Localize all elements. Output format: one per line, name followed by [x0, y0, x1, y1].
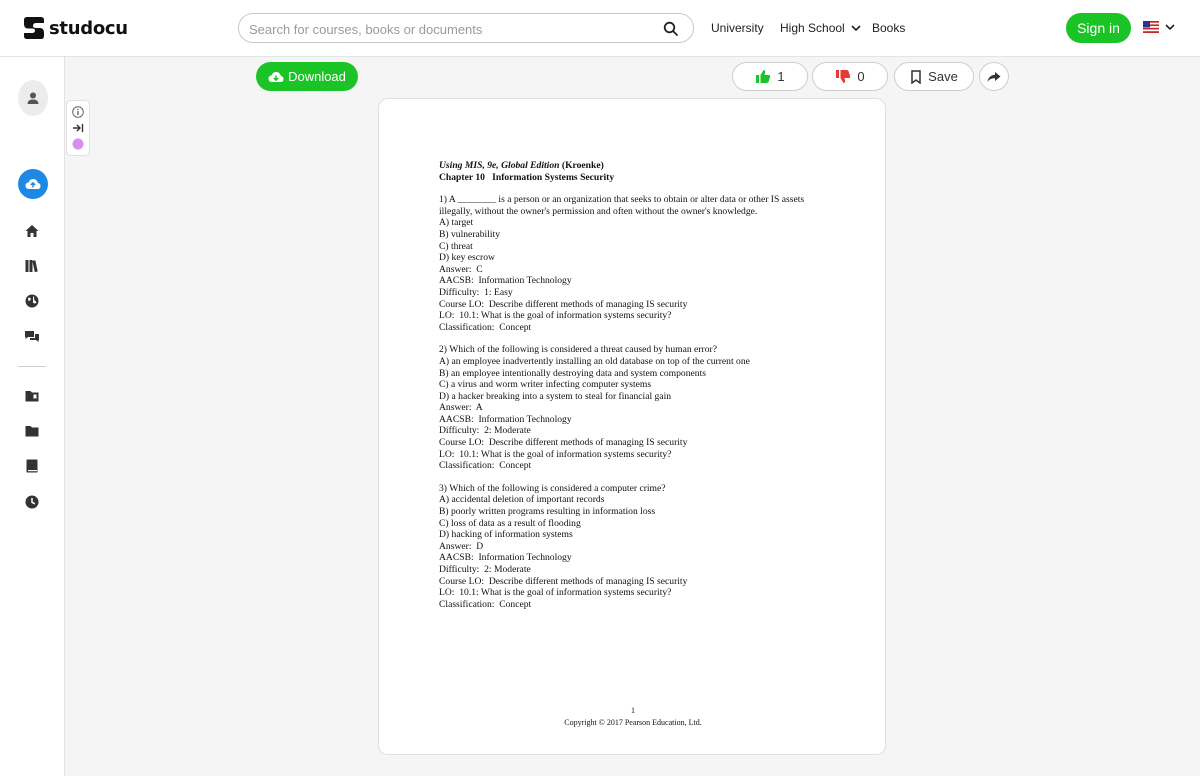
question-line: D) a hacker breaking into a system to steal for financial gain — [439, 390, 672, 402]
dislike-count: 0 — [857, 69, 865, 84]
upload-icon — [25, 178, 41, 190]
share-button[interactable] — [979, 62, 1009, 91]
chevron-down-icon — [851, 24, 861, 32]
nav-books[interactable] — [872, 21, 905, 35]
upload-button[interactable] — [18, 169, 48, 199]
question-line: 3) Which of the following is considered a computer crime? — [439, 482, 666, 494]
user-icon — [26, 91, 40, 105]
question-line: A) an employee inadvertently installing an old database on top of the current one — [439, 355, 750, 367]
question-line: Answer: C — [439, 263, 483, 275]
question-line: B) vulnerability — [439, 228, 501, 240]
question-line: Difficulty: 1: Easy — [439, 286, 513, 298]
document-title-italic: Using MIS, 9e, Global Edition — [439, 160, 560, 171]
thumbs-down-icon — [835, 69, 851, 84]
question-line: A) target — [439, 217, 474, 229]
question-line: D) hacking of information systems — [439, 529, 573, 541]
save-button[interactable] — [894, 62, 974, 91]
question-line: Course LO: Describe different methods of managing IS security — [439, 437, 688, 449]
question-line: AACSB: Information Technology — [439, 552, 572, 564]
question-block — [439, 344, 839, 472]
question-line: B) an employee intentionally destroying data and system components — [439, 367, 706, 379]
expand-panel-icon[interactable] — [72, 122, 84, 134]
question-line: Classification: Concept — [439, 460, 532, 472]
document-side-tools — [66, 100, 90, 156]
sign-in-label: Sign in — [1077, 20, 1120, 36]
thumbs-up-icon — [755, 69, 771, 84]
question-line: C) threat — [439, 240, 473, 252]
nav-university-label: University — [711, 21, 764, 35]
library-icon[interactable] — [24, 258, 40, 274]
question-line: 1) A ________ is a person or an organization that seeks to obtain or alter data or other IS assets — [439, 194, 805, 206]
chevron-down-icon — [1165, 23, 1175, 31]
question-line: LO: 10.1: What is the goal of information systems security? — [439, 310, 672, 322]
question-line: illegally, without the owner's permission and often without the owner's knowledge. — [439, 205, 758, 217]
clock-icon[interactable] — [24, 494, 40, 510]
studocu-logo-icon — [23, 15, 45, 41]
like-count: 1 — [777, 69, 785, 84]
dislike-button[interactable] — [812, 62, 888, 91]
search-input[interactable] — [249, 19, 649, 39]
share-icon — [987, 71, 1001, 83]
ai-assistant-icon[interactable] — [72, 138, 84, 150]
question-line: LO: 10.1: What is the goal of information systems security? — [439, 448, 672, 460]
copyright-notice: Copyright © 2017 Pearson Education, Ltd. — [564, 718, 702, 727]
download-label: Download — [288, 69, 346, 84]
question-line: Difficulty: 2: Moderate — [439, 425, 531, 437]
question-line: D) key escrow — [439, 252, 495, 264]
nav-high-school[interactable] — [780, 21, 861, 35]
folder-icon[interactable] — [24, 423, 40, 439]
search-icon[interactable] — [663, 21, 679, 37]
question-line: B) poorly written programs resulting in information loss — [439, 506, 656, 518]
download-button[interactable] — [256, 62, 358, 91]
avatar[interactable] — [18, 80, 48, 116]
question-line: Difficulty: 2: Moderate — [439, 564, 531, 575]
studocu-logo[interactable] — [23, 15, 128, 41]
left-sidebar — [0, 57, 65, 776]
page-number: 1 — [631, 706, 635, 715]
document-title — [439, 160, 839, 172]
question-line: AACSB: Information Technology — [439, 275, 572, 287]
search-bar[interactable] — [238, 13, 694, 43]
like-button[interactable] — [732, 62, 808, 91]
top-header — [0, 0, 1200, 57]
book-icon[interactable] — [24, 458, 40, 474]
question-line: LO: 10.1: What is the goal of information systems security? — [439, 587, 672, 599]
question-line: A) accidental deletion of important records — [439, 494, 605, 506]
save-label: Save — [928, 69, 958, 84]
question-line: 2) Which of the following is considered a threat caused by human error? — [439, 344, 717, 356]
globe-icon[interactable] — [24, 293, 40, 309]
document-chapter: Chapter 10 Information Systems Security — [439, 171, 615, 183]
question-line: C) loss of data as a result of flooding — [439, 517, 581, 529]
question-line: C) a virus and worm writer infecting computer systems — [439, 379, 652, 391]
question-line: Classification: Concept — [439, 598, 532, 610]
locale-selector[interactable] — [1143, 21, 1175, 33]
nav-high-school-label: High School — [780, 21, 845, 35]
question-line: Classification: Concept — [439, 321, 532, 333]
question-line: Course LO: Describe different methods of managing IS security — [439, 298, 688, 310]
document-content — [439, 160, 839, 610]
document-title-author: (Kroenke) — [559, 160, 604, 171]
chat-icon[interactable] — [24, 328, 40, 344]
home-icon[interactable] — [24, 223, 40, 239]
cloud-download-icon — [268, 71, 284, 83]
nav-university[interactable] — [711, 21, 764, 35]
document-page — [378, 98, 886, 755]
question-line: AACSB: Information Technology — [439, 413, 572, 425]
question-line: Answer: A — [439, 402, 483, 414]
question-line: Answer: D — [439, 540, 484, 552]
question-block — [439, 483, 839, 611]
sidebar-divider — [18, 366, 46, 367]
folder-bookmark-icon[interactable] — [24, 388, 40, 404]
nav-books-label: Books — [872, 21, 906, 35]
question-block — [439, 194, 839, 333]
us-flag-icon — [1143, 21, 1159, 33]
brand-name: studocu — [49, 17, 128, 39]
bookmark-icon — [910, 70, 922, 84]
question-line: Course LO: Describe different methods of managing IS security — [439, 575, 688, 587]
info-icon[interactable] — [72, 106, 84, 118]
sign-in-button[interactable] — [1066, 13, 1131, 43]
